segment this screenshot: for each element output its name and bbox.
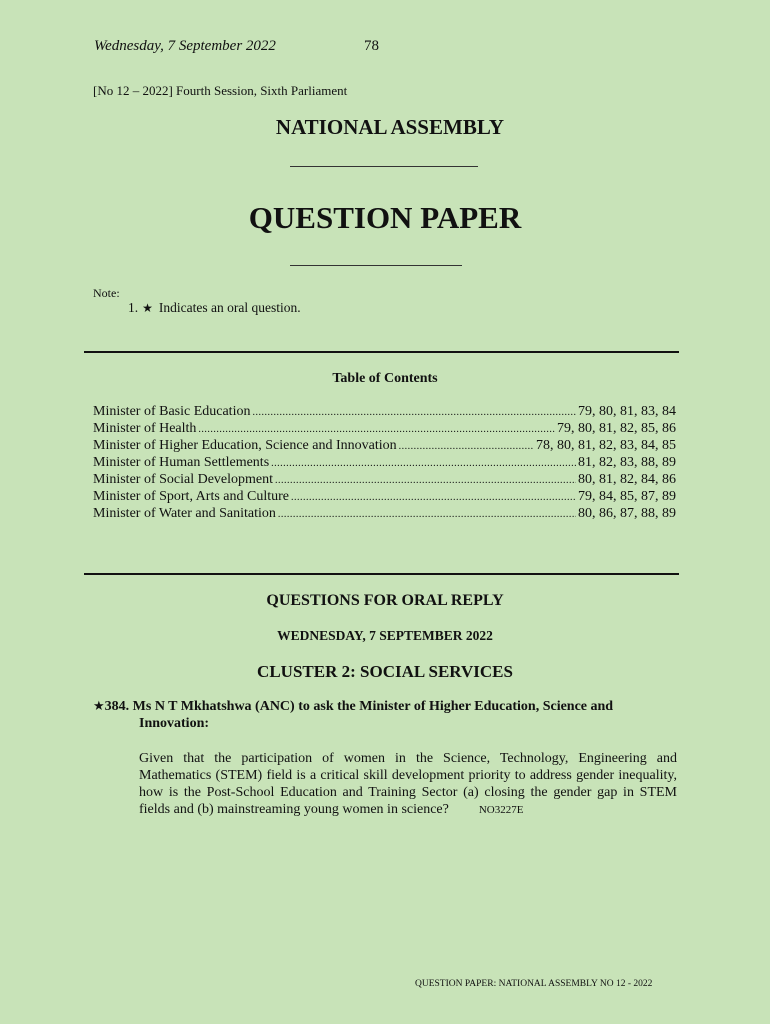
toc-row (93, 488, 676, 505)
section-divider-questions (84, 573, 679, 575)
toc-pages: 80, 86, 87, 88, 89 (578, 506, 676, 521)
toc-pages: 78, 80, 81, 82, 83, 84, 85 (536, 438, 676, 453)
toc-minister: Minister of Basic Education (93, 404, 251, 419)
toc-title: Table of Contents (332, 371, 438, 386)
question-heading (93, 698, 678, 732)
toc-minister: Minister of Health (93, 421, 197, 436)
question-asker: Ms N T Mkhatshwa (ANC) to ask the Minister of Higher Education, Science and (132, 699, 614, 714)
toc-leader (399, 437, 534, 455)
toc-pages: 79, 84, 85, 87, 89 (578, 489, 676, 504)
toc-leader (271, 454, 576, 472)
toc-minister: Minister of Human Settlements (93, 455, 270, 470)
cluster-heading: CLUSTER 2: SOCIAL SERVICES (257, 662, 513, 681)
toc-minister: Minister of Social Development (93, 472, 274, 487)
note-label: Note: (93, 286, 120, 300)
toc-leader (252, 403, 576, 421)
toc-row (93, 505, 676, 522)
toc-row (93, 403, 676, 420)
day-heading: WEDNESDAY, 7 SEPTEMBER 2022 (277, 628, 493, 643)
toc-leader (198, 420, 555, 438)
question-code: NO3227E (478, 804, 524, 816)
star-icon: ★ (142, 301, 153, 315)
table-of-contents (93, 403, 676, 522)
session-line: [No 12 – 2022] Fourth Session, Sixth Parliament (93, 83, 348, 98)
question-asker-line2: Innovation: (139, 716, 210, 731)
question-body (139, 750, 677, 819)
section-divider-toc (84, 351, 679, 353)
note-item (128, 300, 301, 316)
note-item-text: Indicates an oral question. (158, 300, 301, 315)
toc-row (93, 437, 676, 454)
star-icon: ★ (93, 699, 105, 714)
note-item-number: 1. (128, 300, 139, 315)
header-date: Wednesday, 7 September 2022 (94, 38, 276, 54)
toc-pages: 79, 80, 81, 82, 85, 86 (557, 421, 676, 436)
toc-minister: Minister of Higher Education, Science and Innovation (93, 438, 397, 453)
assembly-title: NATIONAL ASSEMBLY (275, 115, 505, 139)
oral-reply-heading: QUESTIONS FOR ORAL REPLY (266, 592, 504, 609)
title-divider-top (290, 166, 478, 167)
toc-pages: 79, 80, 81, 83, 84 (578, 404, 676, 419)
toc-leader (291, 488, 576, 506)
paper-title: QUESTION PAPER (248, 200, 522, 235)
page-number: 78 (364, 38, 379, 54)
toc-minister: Minister of Water and Sanitation (93, 506, 276, 521)
toc-leader (275, 471, 576, 489)
toc-row (93, 471, 676, 488)
page-footer: QUESTION PAPER: NATIONAL ASSEMBLY NO 12 - 2022 (415, 979, 653, 989)
toc-leader (278, 505, 576, 523)
toc-pages: 81, 82, 83, 88, 89 (578, 455, 676, 470)
toc-row (93, 420, 676, 437)
title-divider-bottom (290, 265, 462, 266)
toc-row (93, 454, 676, 471)
toc-pages: 80, 81, 82, 84, 86 (578, 472, 676, 487)
toc-minister: Minister of Sport, Arts and Culture (93, 489, 289, 504)
question-text: Given that the participation of women in the Science, Technology, Engineering and Mathematics (STEM) field is a critical skill development priority to address gender inequality, how is the Post-School Education and Training Sector (a) closing the gender gap in STEM fields and (b) mainstreaming young women in science? (139, 751, 677, 817)
question-number: 384. (104, 699, 130, 714)
